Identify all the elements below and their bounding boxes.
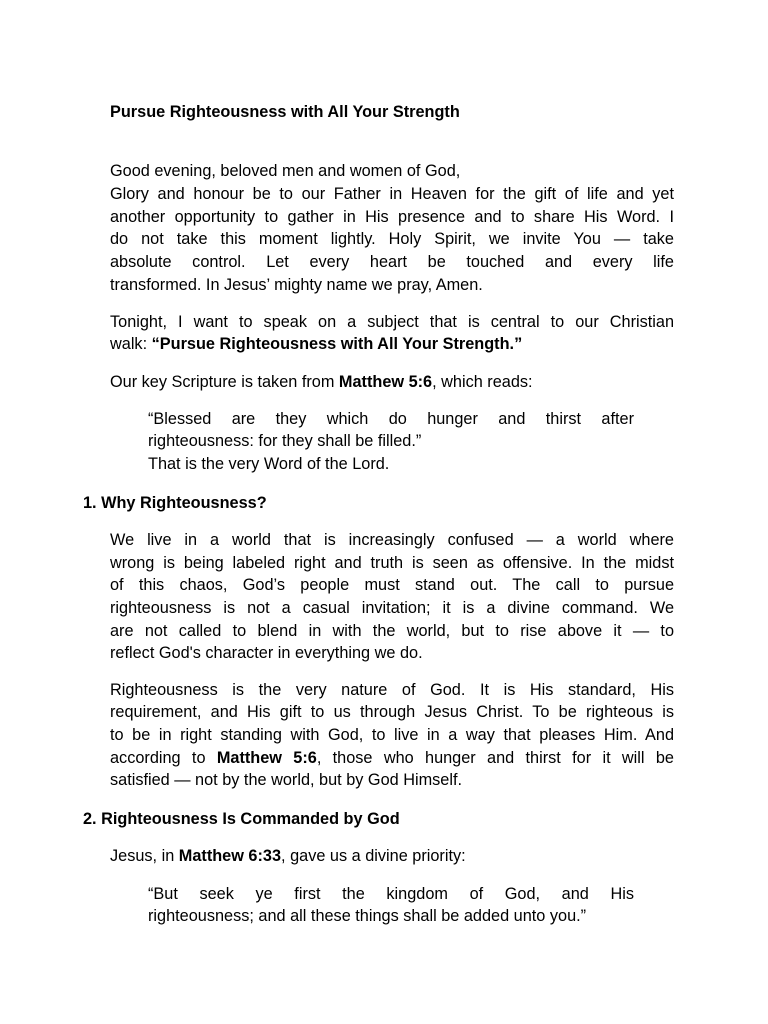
paragraph-line: of this chaos, God’s people must stand out. The call to pursue xyxy=(110,576,674,594)
document-title: Pursue Righteousness with All Your Strength xyxy=(110,103,460,121)
paragraph-line xyxy=(110,748,674,768)
intro-line: another opportunity to gather in His presence and to share His Word. I xyxy=(110,208,674,226)
paragraph-line: satisfied — not by the world, but by God Himself. xyxy=(110,771,463,789)
key-text: , which reads: xyxy=(432,373,533,391)
scripture-quote-line: righteousness; and all these things shall be added unto you.” xyxy=(148,907,587,925)
scripture-quote-line: That is the very Word of the Lord. xyxy=(148,455,390,473)
paragraph-line: wrong is being labeled right and truth is seen as offensive. In the midst xyxy=(110,554,674,572)
paragraph-line: requirement, and His gift to us through Jesus Christ. To be righteous is xyxy=(110,703,674,721)
paragraph-line: are not called to blend in with the world, but to rise above it — to xyxy=(110,622,674,640)
tonight-text: walk: xyxy=(110,335,152,353)
intro-line: Glory and honour be to our Father in Heaven for the gift of life and yet xyxy=(110,185,674,203)
scripture-reference: Matthew 5:6 xyxy=(216,749,317,767)
sermon-title-quote: “Pursue Righteousness with All Your Strength.” xyxy=(151,335,523,353)
paragraph-text: Jesus, in xyxy=(110,847,179,865)
intro-line: do not take this moment lightly. Holy Spirit, we invite You — take xyxy=(110,230,674,248)
scripture-reference: Matthew 6:33 xyxy=(178,847,282,865)
scripture-quote-line: “But seek ye first the kingdom of God, and His xyxy=(148,885,634,903)
tonight-line xyxy=(110,334,522,354)
paragraph-line: to be in right standing with God, to live in a way that pleases Him. And xyxy=(110,726,674,744)
paragraph-text: according to xyxy=(110,749,217,767)
scripture-quote-line: righteousness: for they shall be filled.” xyxy=(148,432,422,450)
intro-line: absolute control. Let every heart be touched and every life xyxy=(110,253,674,271)
paragraph-line: righteousness is not a casual invitation; it is a divine command. We xyxy=(110,599,674,617)
tonight-line: Tonight, I want to speak on a subject that is central to our Christian xyxy=(110,313,674,331)
paragraph-line xyxy=(110,846,466,866)
paragraph-line: We live in a world that is increasingly confused — a world where xyxy=(110,531,674,549)
paragraph-text: , gave us a divine priority: xyxy=(281,847,466,865)
scripture-reference: Matthew 5:6 xyxy=(338,373,433,391)
section-heading: 1. Why Righteousness? xyxy=(83,494,267,512)
scripture-quote-line: “Blessed are they which do hunger and thirst after xyxy=(148,410,634,428)
paragraph-line: Righteousness is the very nature of God. It is His standard, His xyxy=(110,681,674,699)
section-heading: 2. Righteousness Is Commanded by God xyxy=(83,810,400,828)
greeting-line: Good evening, beloved men and women of God, xyxy=(110,162,461,180)
paragraph-line: reflect God's character in everything we do. xyxy=(110,644,423,662)
key-scripture-line xyxy=(110,372,533,392)
intro-line: transformed. In Jesus’ mighty name we pray, Amen. xyxy=(110,276,483,294)
key-text: Our key Scripture is taken from xyxy=(110,373,339,391)
paragraph-text: , those who hunger and thirst for it will be xyxy=(316,749,674,767)
